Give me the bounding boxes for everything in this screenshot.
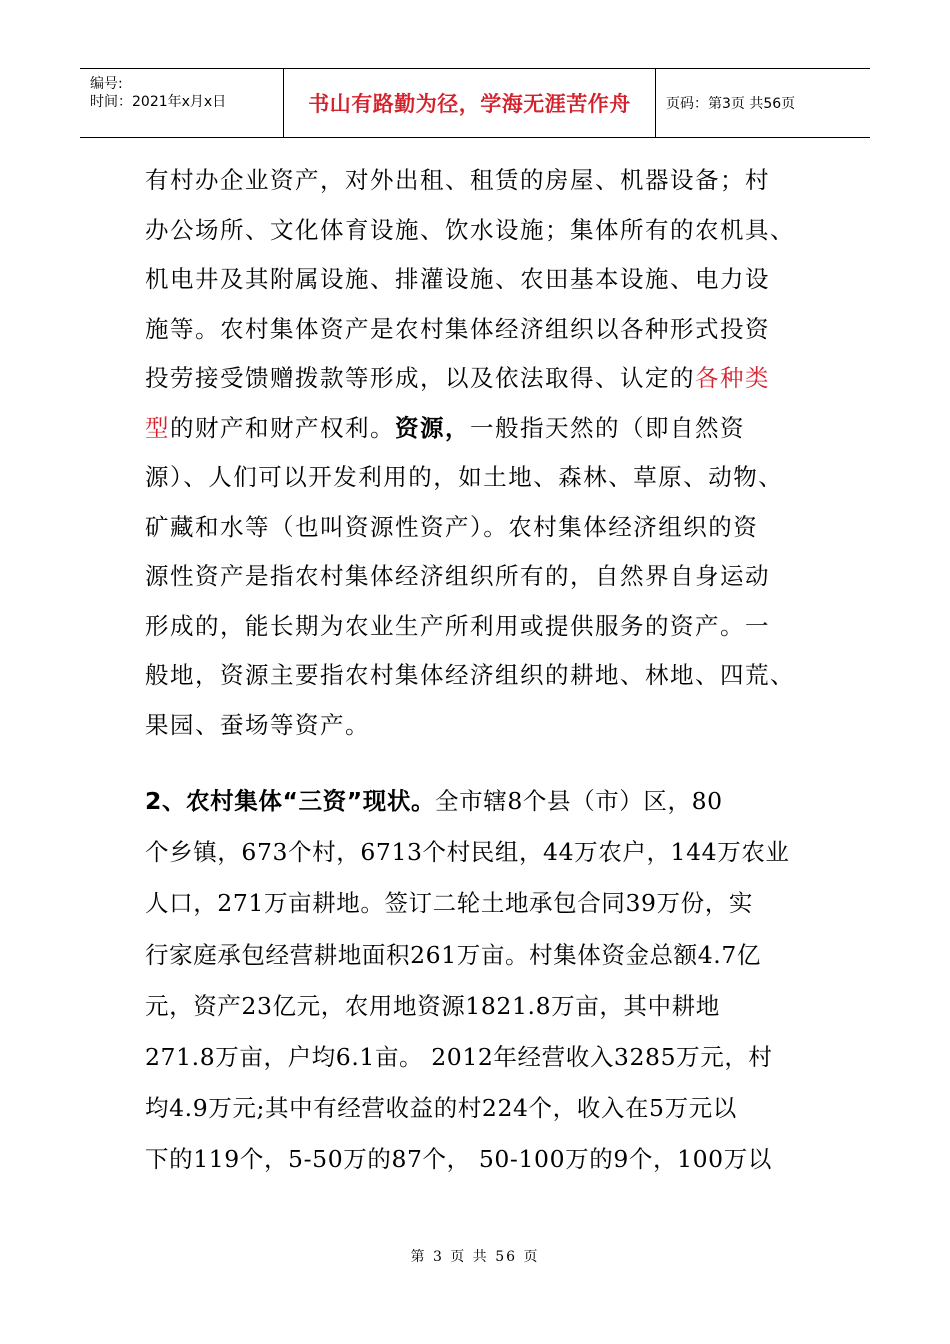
highlighted-text: 型 <box>145 413 170 442</box>
text-line: 源）、人们可以开发利用的，如土地、森林、草原、动物、 <box>145 463 784 491</box>
text-line: 均4.9万元;其中有经营收益的村224个，收入在5万元以 <box>145 1094 737 1123</box>
text-line: 人口，271万亩耕地。签订二轮土地承包合同39万份，实 <box>145 889 753 918</box>
text-line <box>145 776 825 827</box>
text-line: 般地，资源主要指农村集体经济组织的耕地、林地、四荒、 <box>145 661 795 689</box>
text-line: 元，资产23亿元，农用地资源1821.8万亩，其中耕地 <box>145 991 720 1020</box>
text-segment: 一般指天然的（即自然资 <box>470 413 745 442</box>
document-date: 时间：2021年x月x日 <box>90 94 227 110</box>
bold-term: 资源， <box>395 413 470 442</box>
header-page-cell <box>656 69 870 137</box>
text-line <box>145 404 805 454</box>
text-line: 个乡镇，673个村，6713个村民组，44万农户，144万农业 <box>145 838 790 867</box>
paragraph-2 <box>145 776 825 1186</box>
header-motto-cell <box>284 69 656 137</box>
highlighted-text: 各种类 <box>695 364 770 392</box>
header-meta-cell <box>80 69 284 137</box>
text-line: 源性资产是指农村集体经济组织所有的，自然界自身运动 <box>145 562 770 590</box>
text-segment: 的财产和财产权利。 <box>170 413 395 442</box>
section-heading: 2、农村集体“三资”现状。 <box>145 787 436 815</box>
header-motto: 书山有路勤为径，学海无涯苦作舟 <box>308 92 631 116</box>
text-segment: 投劳接受馈赠拨款等形成，以及依法取得、认定的 <box>145 364 695 392</box>
text-line: 有村办企业资产，对外出租、租赁的房屋、机器设备；村 <box>145 166 770 194</box>
text-line: 形成的，能长期为农业生产所利用或提供服务的资产。一 <box>145 611 770 640</box>
text-segment: 全市辖8个县（市）区，80 <box>435 787 723 815</box>
text-line: 施等。农村集体资产是农村集体经济组织以各种形式投资 <box>145 314 770 343</box>
page-footer: 第 3 页 共 56 页 <box>410 1249 540 1265</box>
document-number-label: 编号: <box>90 76 123 92</box>
page-header <box>80 68 870 138</box>
text-line: 行家庭承包经营耕地面积261万亩。村集体资金总额4.7亿 <box>145 940 762 969</box>
text-line: 271.8万亩，户均6.1亩。 2012年经营收入3285万元，村 <box>145 1042 773 1071</box>
text-line: 机电井及其附属设施、排灌设施、农田基本设施、电力设 <box>145 265 770 293</box>
text-line: 果园、蚕场等资产。 <box>145 710 370 739</box>
header-page-info: 页码：第3页 共56页 <box>666 96 796 112</box>
text-line: 矿藏和水等（也叫资源性资产）。农村集体经济组织的资 <box>145 512 759 541</box>
text-line: 下的119个，5-50万的87个， 50-100万的9个，100万以 <box>145 1145 772 1174</box>
paragraph-1 <box>145 156 805 750</box>
text-line <box>145 354 805 404</box>
text-line: 办公场所、文化体育设施、饮水设施；集体所有的农机具、 <box>145 215 795 244</box>
